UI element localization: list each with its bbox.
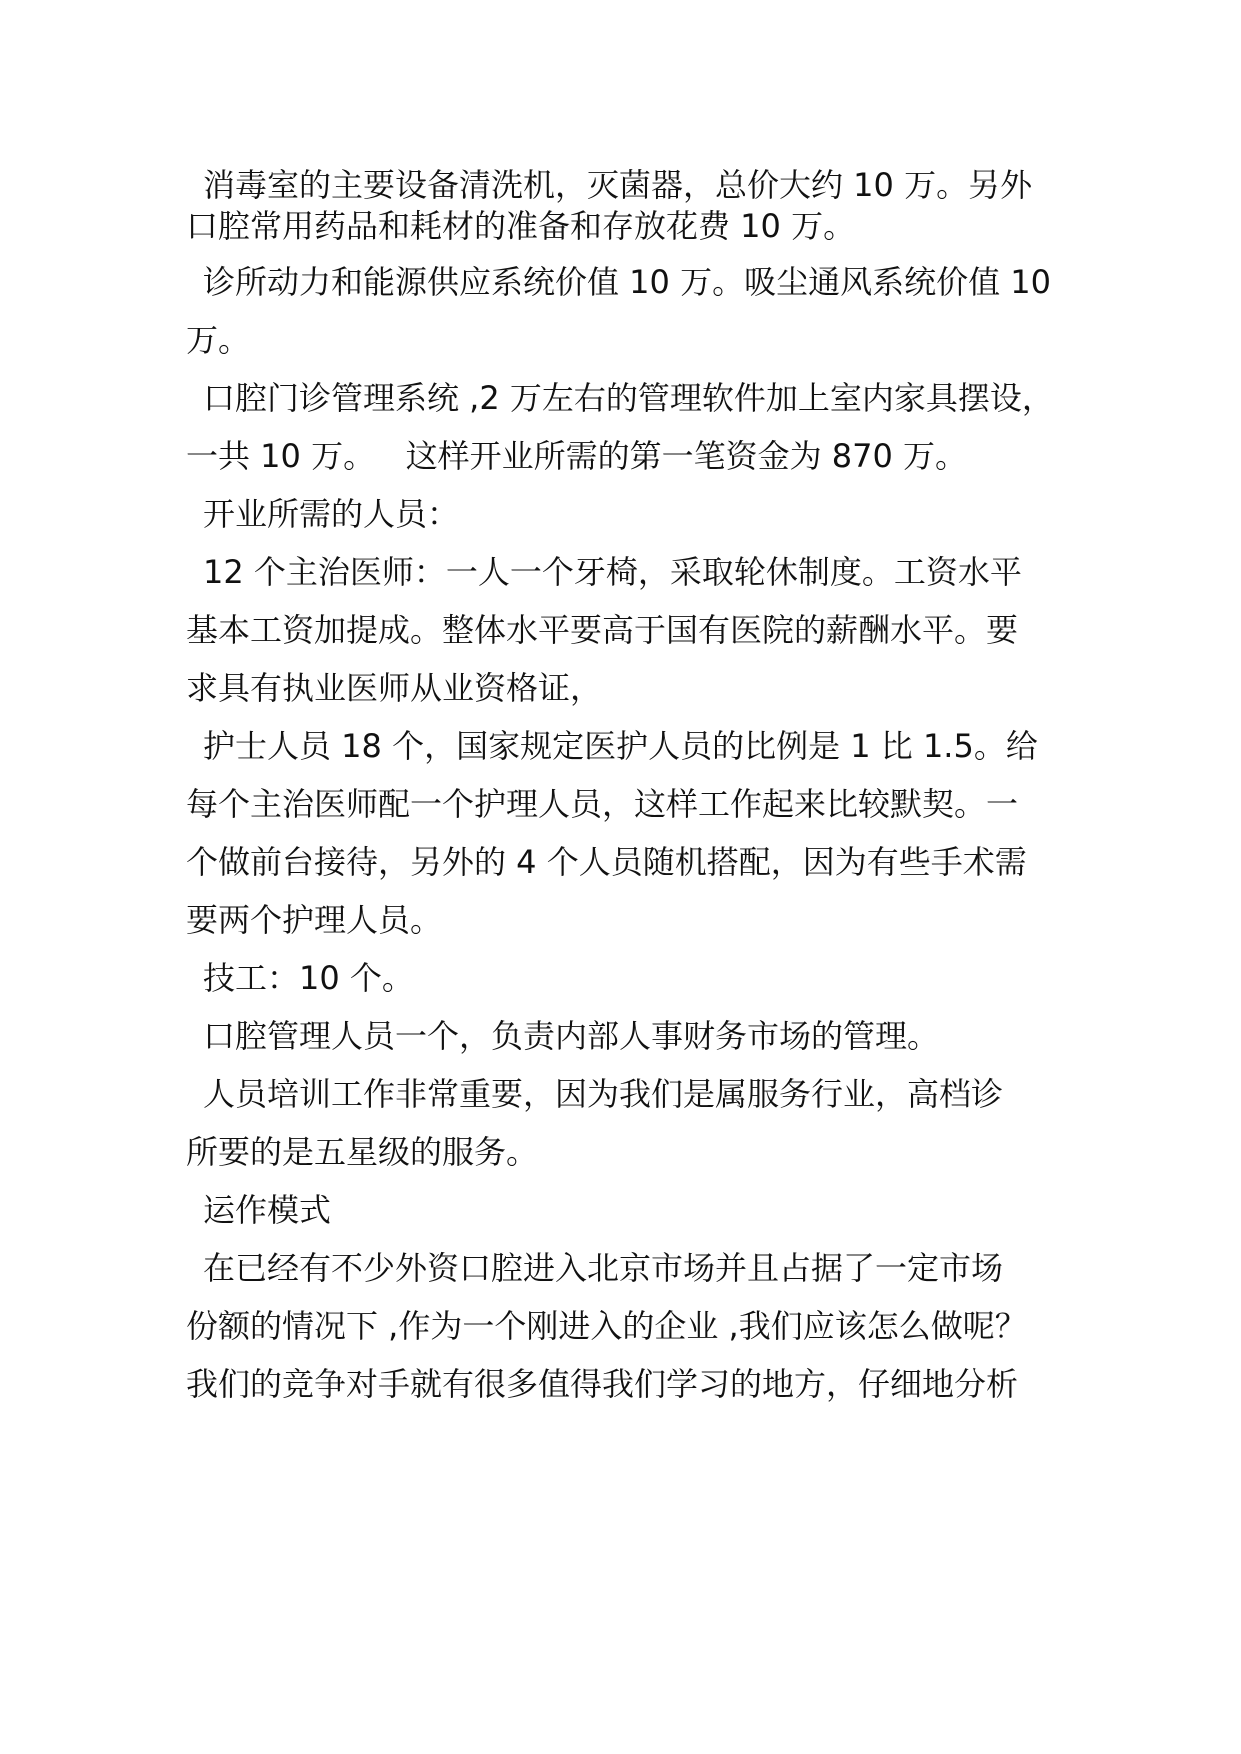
- paragraph-line: 口腔常用药品和耗材的准备和存放花费 10 万。: [186, 207, 856, 245]
- paragraph-line: 护士人员 18 个，国家规定医护人员的比例是 1 比 1.5。给: [203, 727, 1038, 765]
- paragraph-line: 基本工资加提成。整体水平要高于国有医院的薪酬水平。要: [186, 611, 1019, 649]
- paragraph-line: 我们的竞争对手就有很多值得我们学习的地方，仔细地分析: [186, 1365, 1019, 1403]
- paragraph-line: 万。: [186, 321, 251, 359]
- paragraph-line: 人员培训工作非常重要，因为我们是属服务行业，高档诊: [203, 1075, 1004, 1113]
- paragraph-line: 求具有执业医师从业资格证，: [186, 669, 603, 707]
- paragraph-line: 12 个主治医师：一人一个牙椅，采取轮休制度。工资水平: [203, 553, 1022, 591]
- paragraph-line: 运作模式: [203, 1191, 332, 1229]
- paragraph-line: 开业所需的人员：: [203, 495, 460, 533]
- paragraph-line: 消毒室的主要设备清洗机，灭菌器，总价大约 10 万。另外: [203, 166, 1033, 204]
- paragraph-line: 在已经有不少外资口腔进入北京市场并且占据了一定市场: [203, 1249, 1004, 1287]
- paragraph-line: 所要的是五星级的服务。: [186, 1133, 539, 1171]
- paragraph-line: 每个主治医师配一个护理人员，这样工作起来比较默契。一: [186, 785, 1019, 823]
- paragraph-line: 技工：10 个。: [203, 959, 414, 997]
- paragraph-line: 口腔门诊管理系统 ,2 万左右的管理软件加上室内家具摆设，: [203, 379, 1054, 417]
- paragraph-line: 份额的情况下 ,作为一个刚进入的企业 ,我们应该怎么做呢？: [186, 1307, 1027, 1345]
- paragraph-line: 诊所动力和能源供应系统价值 10 万。吸尘通风系统价值 10: [203, 263, 1051, 301]
- paragraph-line: 要两个护理人员。: [186, 901, 443, 939]
- paragraph-line: 一共 10 万。 这样开业所需的第一笔资金为 870 万。: [186, 437, 968, 475]
- paragraph-line: 口腔管理人员一个，负责内部人事财务市场的管理。: [203, 1017, 940, 1055]
- paragraph-line: 个做前台接待，另外的 4 个人员随机搭配，因为有些手术需: [186, 843, 1027, 881]
